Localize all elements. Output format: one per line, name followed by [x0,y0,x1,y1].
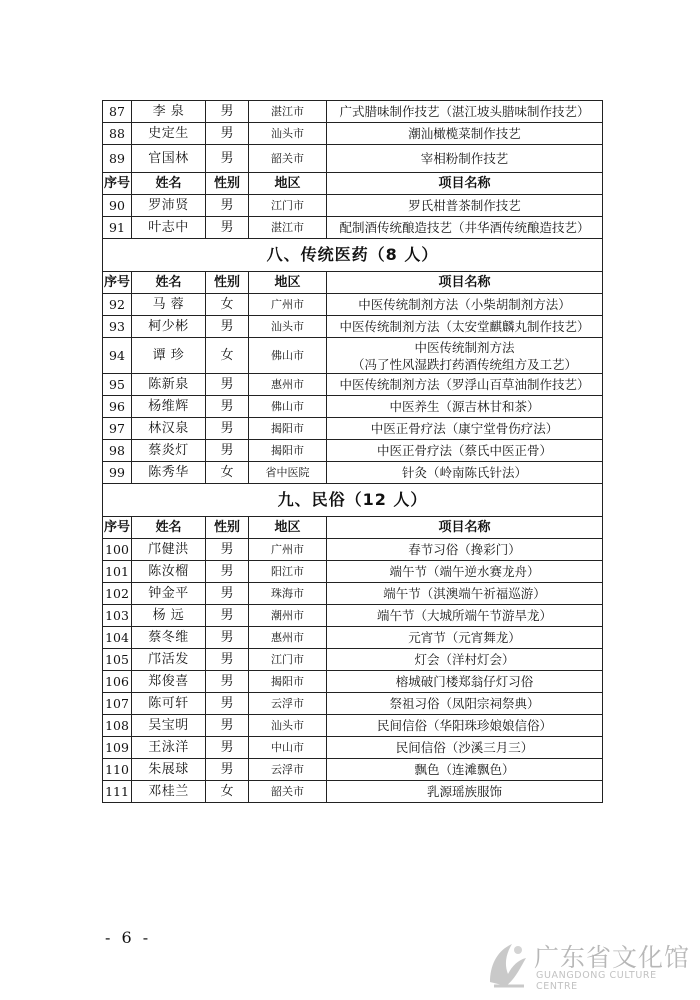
row-number: 96 [103,396,132,418]
project-name: 中医正骨疗法（蔡氏中医正骨） [327,440,603,462]
inheritor-name: 吴宝明 [132,715,206,737]
inheritor-name: 林汉泉 [132,418,206,440]
region: 省中医院 [249,462,327,484]
header-number: 序号 [103,173,132,195]
gender: 女 [206,781,249,803]
region: 云浮市 [249,693,327,715]
gender: 男 [206,396,249,418]
table-row [103,583,603,605]
gender: 男 [206,671,249,693]
inheritor-name: 陈汝榴 [132,561,206,583]
page-number: - 6 - [105,928,152,947]
region: 韶关市 [249,781,327,803]
row-number: 103 [103,605,132,627]
project-name: 针灸（岭南陈氏针法） [327,462,603,484]
region: 湛江市 [249,217,327,239]
table-row [103,145,603,173]
inheritor-name: 邝活发 [132,649,206,671]
header-name: 姓名 [132,272,206,294]
row-number: 107 [103,693,132,715]
row-number: 92 [103,294,132,316]
project-name: 中医传统制剂方法（罗浮山百草油制作技艺） [327,374,603,396]
watermark [484,936,694,994]
region: 云浮市 [249,759,327,781]
inheritor-name: 朱展球 [132,759,206,781]
inheritor-name: 谭 珍 [132,338,206,374]
project-name: 榕城破门楼郑翁仔灯习俗 [327,671,603,693]
header-number: 序号 [103,272,132,294]
row-number: 90 [103,195,132,217]
row-number: 100 [103,539,132,561]
inheritor-name: 陈可轩 [132,693,206,715]
table-row [103,101,603,123]
region: 潮州市 [249,605,327,627]
inheritor-name: 陈新泉 [132,374,206,396]
region: 汕头市 [249,715,327,737]
table-row [103,462,603,484]
row-number: 109 [103,737,132,759]
header-gender: 性别 [206,272,249,294]
header-project: 项目名称 [327,173,603,195]
region: 中山市 [249,737,327,759]
region: 佛山市 [249,338,327,374]
region: 揭阳市 [249,418,327,440]
region: 揭阳市 [249,671,327,693]
table-row [103,781,603,803]
project-name: 乳源瑶族服饰 [327,781,603,803]
table-row [103,294,603,316]
section-heading-row [103,239,603,272]
region: 广州市 [249,294,327,316]
gender: 男 [206,316,249,338]
gender: 男 [206,605,249,627]
project-name: 中医传统制剂方法（小柴胡制剂方法） [327,294,603,316]
table-row [103,649,603,671]
table-row [103,605,603,627]
project-name: 端午节（淇澳端午祈福巡游） [327,583,603,605]
table-row [103,338,603,374]
inheritor-name: 邓桂兰 [132,781,206,803]
gender: 男 [206,737,249,759]
row-number: 99 [103,462,132,484]
project-name: 民间信俗（华阳珠珍娘娘信俗） [327,715,603,737]
table-row [103,627,603,649]
inheritor-name: 罗沛贤 [132,195,206,217]
gender: 男 [206,101,249,123]
region: 江门市 [249,195,327,217]
table-row [103,217,603,239]
gender: 男 [206,123,249,145]
gender: 女 [206,338,249,374]
table-row [103,418,603,440]
project-name: 飘色（连滩飘色） [327,759,603,781]
row-number: 88 [103,123,132,145]
header-region: 地区 [249,517,327,539]
row-number: 105 [103,649,132,671]
inheritor-name: 杨维辉 [132,396,206,418]
region: 佛山市 [249,396,327,418]
header-project: 项目名称 [327,272,603,294]
table-row [103,737,603,759]
header-name: 姓名 [132,173,206,195]
gender: 男 [206,145,249,173]
table-row [103,561,603,583]
column-header-row [103,272,603,294]
row-number: 111 [103,781,132,803]
inheritor-name: 郑俊喜 [132,671,206,693]
gender: 男 [206,217,249,239]
gender: 男 [206,627,249,649]
section-title-folk-customs: 九、民俗（12 人） [103,484,603,517]
row-number: 101 [103,561,132,583]
table-row [103,693,603,715]
region: 惠州市 [249,627,327,649]
gender: 男 [206,374,249,396]
table-row [103,374,603,396]
gender: 男 [206,693,249,715]
gender: 男 [206,715,249,737]
inheritor-name: 叶志中 [132,217,206,239]
row-number: 104 [103,627,132,649]
project-name: 灯会（洋村灯会） [327,649,603,671]
header-gender: 性别 [206,173,249,195]
project-name: 民间信俗（沙溪三月三） [327,737,603,759]
row-number: 108 [103,715,132,737]
gender: 男 [206,418,249,440]
project-name: 春节习俗（搀彩门） [327,539,603,561]
region: 广州市 [249,539,327,561]
table-row [103,396,603,418]
header-number: 序号 [103,517,132,539]
row-number: 87 [103,101,132,123]
project-name-line-1: 中医传统制剂方法 [414,339,515,355]
region: 湛江市 [249,101,327,123]
gender: 男 [206,583,249,605]
inheritor-name: 杨 远 [132,605,206,627]
gender: 男 [206,561,249,583]
inheritor-name: 马 蓉 [132,294,206,316]
gender: 女 [206,294,249,316]
heritage-inheritors-table [102,100,603,803]
inheritor-name: 官国林 [132,145,206,173]
section-title-traditional-medicine: 八、传统医药（8 人） [103,239,603,272]
table-row [103,715,603,737]
region: 江门市 [249,649,327,671]
region: 惠州市 [249,374,327,396]
gender: 女 [206,462,249,484]
table-row [103,671,603,693]
project-name: 配制酒传统酿造技艺（井华酒传统酿造技艺） [327,217,603,239]
project-name: 广式腊味制作技艺（湛江坡头腊味制作技艺） [327,101,603,123]
header-region: 地区 [249,173,327,195]
inheritor-name: 李 泉 [132,101,206,123]
region: 汕头市 [249,123,327,145]
inheritor-name: 蔡炎灯 [132,440,206,462]
gender: 男 [206,539,249,561]
project-name: 宰相粉制作技艺 [327,145,603,173]
row-number: 98 [103,440,132,462]
row-number: 97 [103,418,132,440]
region: 阳江市 [249,561,327,583]
gender: 男 [206,649,249,671]
inheritor-name: 柯少彬 [132,316,206,338]
project-name: 祭祖习俗（凤阳宗祠祭典） [327,693,603,715]
column-header-row [103,517,603,539]
project-name: 中医传统制剂方法（太安堂麒麟丸制作技艺） [327,316,603,338]
inheritor-name: 王泳洋 [132,737,206,759]
inheritor-name: 邝健洪 [132,539,206,561]
table-row [103,759,603,781]
watermark-title: 广东省文化馆 [534,943,691,972]
project-name: 潮汕橄榄菜制作技艺 [327,123,603,145]
table-row [103,195,603,217]
row-number: 94 [103,338,132,374]
inheritor-name: 史定生 [132,123,206,145]
table-row [103,316,603,338]
project-name: 端午节（大城所端午节游旱龙） [327,605,603,627]
region: 汕头市 [249,316,327,338]
row-number: 95 [103,374,132,396]
row-number: 102 [103,583,132,605]
gender: 男 [206,440,249,462]
header-project: 项目名称 [327,517,603,539]
header-region: 地区 [249,272,327,294]
row-number: 89 [103,145,132,173]
gender: 男 [206,759,249,781]
inheritor-name: 陈秀华 [132,462,206,484]
table-row [103,440,603,462]
table-row [103,539,603,561]
inheritor-name: 钟金平 [132,583,206,605]
column-header-row [103,173,603,195]
project-name: 中医养生（源吉林甘和茶） [327,396,603,418]
header-gender: 性别 [206,517,249,539]
row-number: 93 [103,316,132,338]
watermark-subtitle: GUANGDONG CULTURE CENTRE [536,970,657,992]
project-name: 中医正骨疗法（康宁堂骨伤疗法） [327,418,603,440]
row-number: 91 [103,217,132,239]
project-name-line-2: （冯了性风湿跌打药酒传统组方及工艺） [351,356,577,372]
project-name [327,338,603,374]
row-number: 110 [103,759,132,781]
table-row [103,123,603,145]
row-number: 106 [103,671,132,693]
section-heading-row [103,484,603,517]
region: 揭阳市 [249,440,327,462]
header-name: 姓名 [132,517,206,539]
project-name: 元宵节（元宵舞龙） [327,627,603,649]
guangdong-culture-centre-logo-icon [484,936,532,992]
project-name: 端午节（端午逆水赛龙舟） [327,561,603,583]
region: 韶关市 [249,145,327,173]
gender: 男 [206,195,249,217]
region: 珠海市 [249,583,327,605]
inheritor-name: 蔡冬维 [132,627,206,649]
project-name: 罗氏柑普茶制作技艺 [327,195,603,217]
